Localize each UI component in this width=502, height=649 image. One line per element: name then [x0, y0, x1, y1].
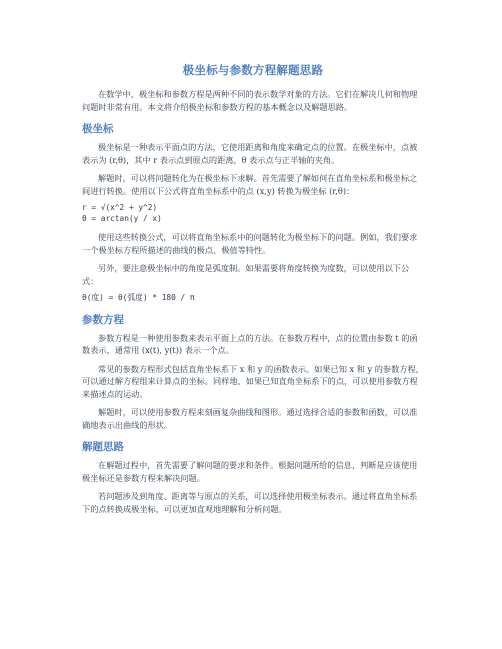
section-heading-polar: 极坐标	[82, 123, 114, 135]
section-heading-parametric: 参数方程	[82, 313, 124, 326]
polar-paragraph-4: 另外，要注意极坐标中的角度是弧度制。如果需要将角度转换为度数，可以使用以下公式：	[82, 263, 410, 286]
parametric-paragraph-3: 解题时，可以使用参数方程来刻画复杂曲线和图形。通过选择合适的参数和函数，可以准确地表示出曲线的形状。	[82, 407, 418, 430]
approach-paragraph-2: 若问题涉及到角度、距离等与原点的关系，可以选择使用极坐标表示。通过将直角坐标系下的点转换成极坐标，可以更加直观地理解和分析问题。	[82, 491, 418, 514]
degree-conversion-formula: θ(度) = θ(弧度) * 180 / π	[82, 293, 195, 302]
parametric-paragraph-2: 常见的参数方程形式包括直角坐标系下 x 和 y 的函数表示。如果已知 x 和 y 的参数方程，可以通过解方程组来计算点的坐标。同样地，如果已知直角坐标系下的点，可以使用参数方程来描述点的运动。	[82, 363, 424, 399]
polar-paragraph-2: 解题时，可以将问题转化为在极坐标下求解。首先需要了解如何在直角坐标系和极坐标之间进行转换。使用以下公式将直角坐标系中的点 (x,y) 转换为极坐标 (r,θ)：	[82, 173, 418, 196]
intro-paragraph: 在数学中，极坐标和参数方程是两种不同的表示数学对象的方法。它们在解决几何和物理问题时非常有用。本文将介绍极坐标和参数方程的基本概念以及解题思路。	[82, 89, 418, 112]
document-title: 极坐标与参数方程解题思路	[182, 63, 324, 77]
polar-conversion-formula: r = √(x^2 + y^2) θ = arctan(y / x)	[82, 203, 162, 223]
document-page	[82, 62, 424, 521]
approach-paragraph-1: 在解题过程中，首先需要了解问题的要求和条件。根据问题所给的信息，判断是应该使用极坐标还是参数方程来解决问题。	[82, 460, 418, 483]
polar-paragraph-1: 极坐标是一种表示平面点的方法，它使用距离和角度来确定点的位置。在极坐标中，点被表示为 (r,θ)，其中 r 表示点到原点的距离，θ 表示点与正半轴的夹角。	[82, 142, 418, 165]
polar-paragraph-3: 使用这些转换公式，可以将直角坐标系中的问题转化为极坐标下的问题。例如，我们要求一个极坐标方程所描述的曲线的极点、极值等特性。	[82, 232, 418, 255]
parametric-paragraph-1: 参数方程是一种使用参数来表示平面上点的方法。在参数方程中，点的位置由参数 t 的函数表示，通常用 (x(t), y(t)) 表示一个点。	[82, 332, 418, 355]
section-heading-approach: 解题思路	[82, 441, 124, 453]
